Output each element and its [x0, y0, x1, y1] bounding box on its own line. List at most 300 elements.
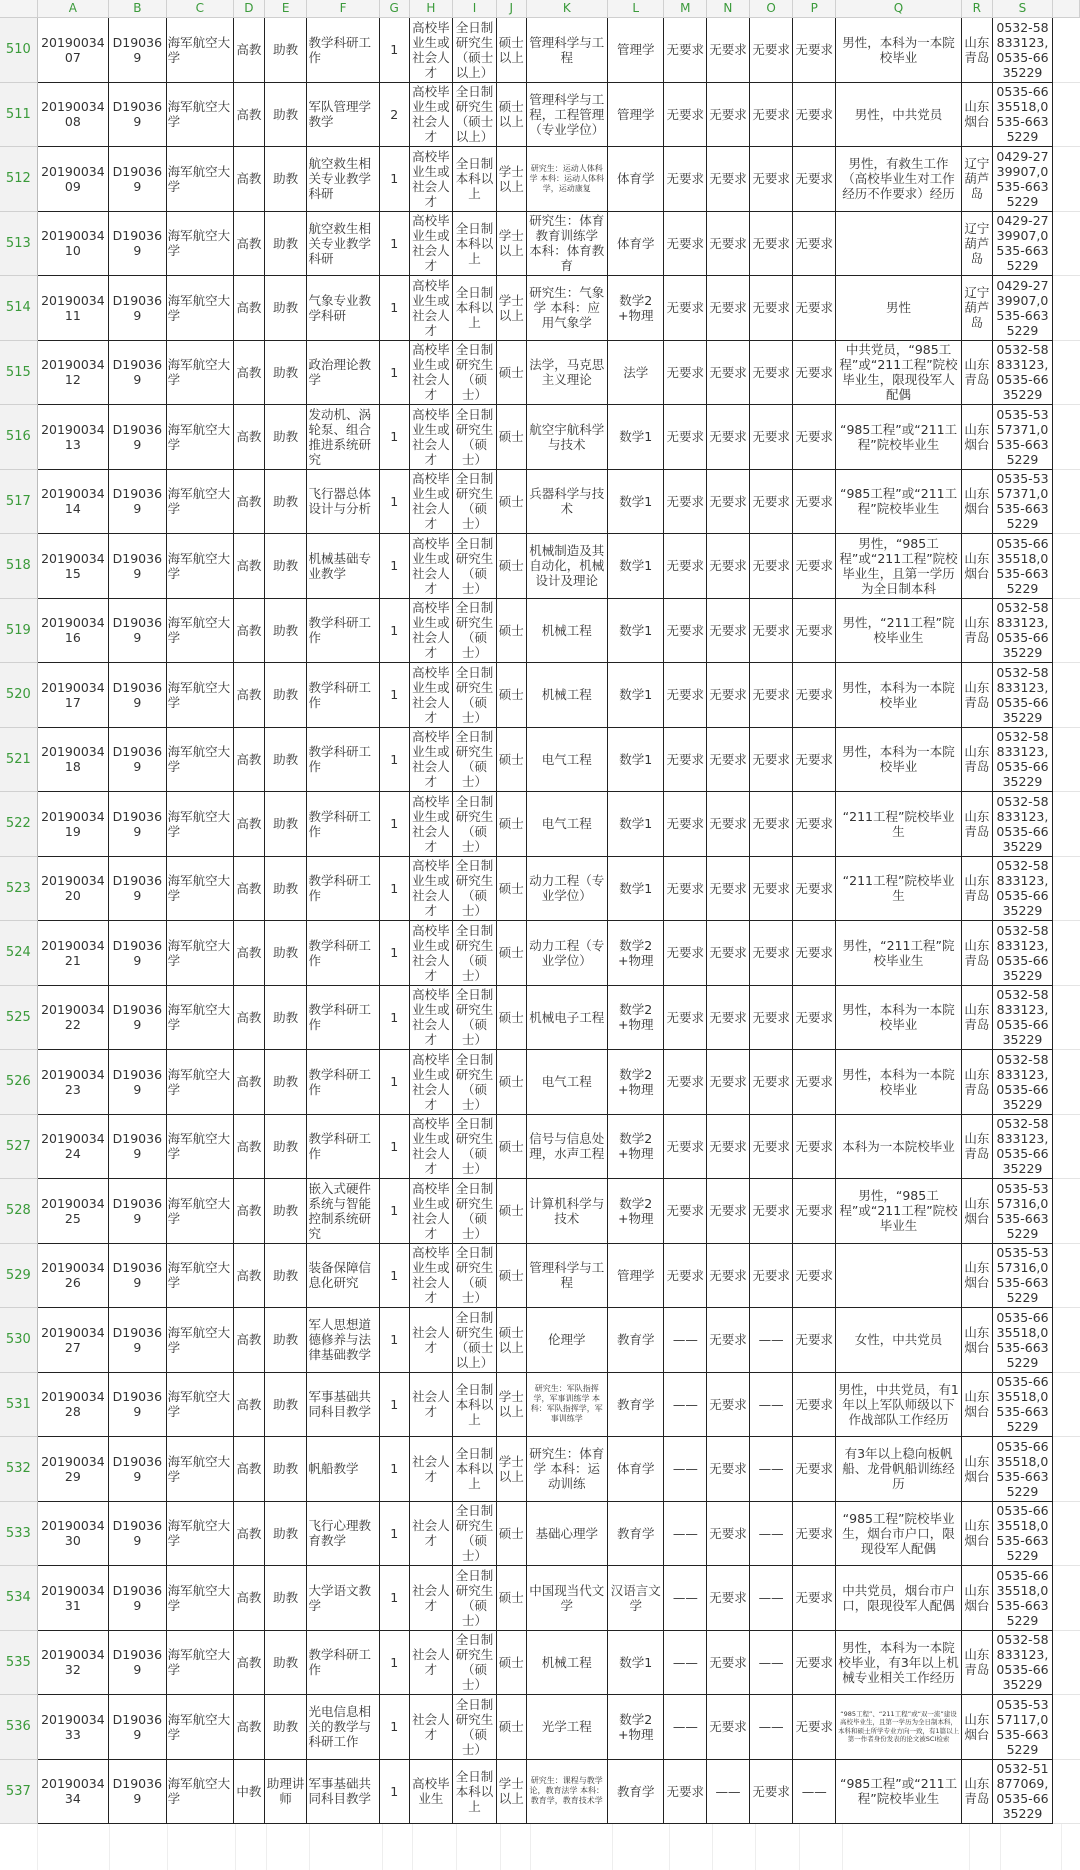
- cell-other-requirements[interactable]: 男性，本科为一本院校毕业，有3年以上机械专业相关工作经历: [836, 1631, 962, 1696]
- cell-req-m[interactable]: 无要求: [664, 212, 707, 277]
- cell-applicant-type[interactable]: 高校毕业生: [410, 1760, 454, 1825]
- cell-phone[interactable]: 0532-58833123,0535-6635229: [993, 341, 1053, 406]
- cell-major[interactable]: 电气工程: [527, 728, 608, 793]
- cell-job-content[interactable]: 教学科研工作: [307, 18, 379, 83]
- cell-job-content[interactable]: 飞行器总体设计与分析: [307, 470, 379, 535]
- cell-education[interactable]: 全日制本科以上: [453, 147, 497, 212]
- cell-headcount[interactable]: 1: [380, 212, 410, 277]
- cell-major[interactable]: 管理科学与工程，工程管理（专业学位）: [527, 83, 608, 148]
- cell-unit-name[interactable]: 海军航空大学: [167, 921, 234, 986]
- cell-headcount[interactable]: 1: [380, 18, 410, 83]
- cell-job-content[interactable]: 军人思想道德修养与法律基础教学: [307, 1308, 379, 1373]
- cell-exam-subject[interactable]: 数学2+物理: [608, 986, 665, 1051]
- cell-headcount[interactable]: 1: [380, 599, 410, 664]
- cell-major[interactable]: 动力工程（专业学位）: [527, 921, 608, 986]
- cell-headcount[interactable]: 1: [380, 1566, 410, 1631]
- cell-phone[interactable]: 0532-58833123,0535-6635229: [993, 1050, 1053, 1115]
- cell-req-o[interactable]: 无要求: [750, 1115, 794, 1180]
- cell-req-o[interactable]: 无要求: [750, 405, 794, 470]
- cell-headcount[interactable]: 1: [380, 1308, 410, 1373]
- cell-major[interactable]: 机械电子工程: [527, 986, 608, 1051]
- cell-blank[interactable]: [1053, 857, 1080, 922]
- cell-other-requirements[interactable]: 男性，本科为一本院校毕业: [836, 1050, 962, 1115]
- cell-unit-name[interactable]: 海军航空大学: [167, 1566, 234, 1631]
- cell-title[interactable]: 助教: [265, 276, 308, 341]
- cell-req-o[interactable]: ——: [750, 1437, 794, 1502]
- cell-unit-code[interactable]: D190369: [109, 534, 167, 599]
- cell-education[interactable]: 全日制研究生（硕士）: [453, 599, 497, 664]
- cell-phone[interactable]: 0429-2739907,0535-6635229: [993, 147, 1053, 212]
- cell-req-n[interactable]: 无要求: [707, 986, 750, 1051]
- cell-req-n[interactable]: 无要求: [707, 1695, 750, 1760]
- cell-blank[interactable]: [1053, 599, 1080, 664]
- cell-req-p[interactable]: 无要求: [793, 83, 836, 148]
- cell-exam-subject[interactable]: 教育学: [608, 1760, 665, 1825]
- cell-unit-code[interactable]: D190369: [109, 1115, 167, 1180]
- cell-position-code[interactable]: 2019003415: [38, 534, 109, 599]
- column-header-j[interactable]: J: [497, 0, 527, 17]
- cell-degree[interactable]: 学士以上: [497, 276, 527, 341]
- cell-title[interactable]: 助教: [265, 792, 308, 857]
- cell-degree[interactable]: 硕士以上: [497, 18, 527, 83]
- cell-req-m[interactable]: ——: [664, 1437, 707, 1502]
- cell-req-m[interactable]: 无要求: [664, 534, 707, 599]
- cell-title[interactable]: 助教: [265, 147, 308, 212]
- cell-req-p[interactable]: 无要求: [793, 470, 836, 535]
- row-number[interactable]: 519: [0, 599, 38, 664]
- cell-category[interactable]: 高教: [234, 921, 265, 986]
- cell-education[interactable]: 全日制研究生（硕士）: [453, 1115, 497, 1180]
- cell-other-requirements[interactable]: 男性，中共党员: [836, 83, 962, 148]
- cell-position-code[interactable]: 2019003429: [38, 1437, 109, 1502]
- cell-applicant-type[interactable]: 高校毕业生或社会人才: [410, 405, 454, 470]
- cell-position-code[interactable]: 2019003431: [38, 1566, 109, 1631]
- cell-req-m[interactable]: 无要求: [664, 792, 707, 857]
- cell-job-content[interactable]: 大学语文教学: [307, 1566, 379, 1631]
- cell-phone[interactable]: 0532-58833123,0535-6635229: [993, 663, 1053, 728]
- cell-blank[interactable]: [1053, 728, 1080, 793]
- cell-applicant-type[interactable]: 高校毕业生或社会人才: [410, 599, 454, 664]
- cell-position-code[interactable]: 2019003413: [38, 405, 109, 470]
- cell-unit-code[interactable]: D190369: [109, 857, 167, 922]
- cell-other-requirements[interactable]: 中共党员，烟台市户口，限现役军人配偶: [836, 1566, 962, 1631]
- cell-req-o[interactable]: ——: [750, 1308, 794, 1373]
- cell-exam-subject[interactable]: 体育学: [608, 1437, 665, 1502]
- cell-other-requirements[interactable]: 男性: [836, 276, 962, 341]
- cell-unit-code[interactable]: D190369: [109, 986, 167, 1051]
- cell-exam-subject[interactable]: 数学1: [608, 470, 665, 535]
- cell-major[interactable]: 机械工程: [527, 663, 608, 728]
- cell-location[interactable]: 山东烟台: [962, 83, 993, 148]
- cell-blank[interactable]: [1053, 986, 1080, 1051]
- cell-unit-code[interactable]: D190369: [109, 1179, 167, 1244]
- row-number[interactable]: 527: [0, 1115, 38, 1180]
- cell-req-o[interactable]: 无要求: [750, 18, 794, 83]
- cell-position-code[interactable]: 2019003409: [38, 147, 109, 212]
- cell-category[interactable]: 高教: [234, 147, 265, 212]
- row-number[interactable]: 523: [0, 857, 38, 922]
- cell-req-n[interactable]: 无要求: [707, 921, 750, 986]
- cell-degree[interactable]: 学士以上: [497, 1760, 527, 1825]
- cell-req-m[interactable]: ——: [664, 1695, 707, 1760]
- cell-req-o[interactable]: ——: [750, 1373, 794, 1438]
- cell-blank[interactable]: [1053, 1437, 1080, 1502]
- cell-unit-code[interactable]: D190369: [109, 405, 167, 470]
- cell-degree[interactable]: 硕士: [497, 921, 527, 986]
- cell-degree[interactable]: 学士以上: [497, 1373, 527, 1438]
- cell-req-m[interactable]: 无要求: [664, 599, 707, 664]
- cell-req-m[interactable]: 无要求: [664, 728, 707, 793]
- cell-job-content[interactable]: 教学科研工作: [307, 857, 379, 922]
- cell-location[interactable]: 辽宁葫芦岛: [962, 147, 993, 212]
- row-number[interactable]: 513: [0, 212, 38, 277]
- cell-req-p[interactable]: 无要求: [793, 1437, 836, 1502]
- cell-blank[interactable]: [1053, 1760, 1080, 1825]
- cell-job-content[interactable]: 嵌入式硬件系统与智能控制系统研究: [307, 1179, 379, 1244]
- cell-job-content[interactable]: 教学科研工作: [307, 1050, 379, 1115]
- cell-blank[interactable]: [1053, 470, 1080, 535]
- row-number[interactable]: 531: [0, 1373, 38, 1438]
- cell-job-content[interactable]: 光电信息相关的教学与科研工作: [307, 1695, 379, 1760]
- cell-title[interactable]: 助教: [265, 1373, 308, 1438]
- cell-category[interactable]: 高教: [234, 1566, 265, 1631]
- cell-req-n[interactable]: ——: [707, 1760, 750, 1825]
- row-number[interactable]: 518: [0, 534, 38, 599]
- cell-req-n[interactable]: 无要求: [707, 341, 750, 406]
- cell-unit-name[interactable]: 海军航空大学: [167, 1373, 234, 1438]
- cell-major[interactable]: 机械制造及其自动化，机械设计及理论: [527, 534, 608, 599]
- cell-other-requirements[interactable]: 有3年以上稳向板帆船、龙骨帆船训练经历: [836, 1437, 962, 1502]
- cell-location[interactable]: 山东烟台: [962, 405, 993, 470]
- cell-title[interactable]: 助教: [265, 470, 308, 535]
- cell-phone[interactable]: 0535-6635518,0535-6635229: [993, 1308, 1053, 1373]
- cell-req-p[interactable]: 无要求: [793, 534, 836, 599]
- cell-education[interactable]: 全日制研究生（硕士）: [453, 1179, 497, 1244]
- cell-exam-subject[interactable]: 数学1: [608, 857, 665, 922]
- cell-position-code[interactable]: 2019003422: [38, 986, 109, 1051]
- cell-headcount[interactable]: 1: [380, 147, 410, 212]
- cell-major[interactable]: 动力工程（专业学位）: [527, 857, 608, 922]
- cell-headcount[interactable]: 1: [380, 1760, 410, 1825]
- cell-unit-name[interactable]: 海军航空大学: [167, 534, 234, 599]
- cell-education[interactable]: 全日制研究生（硕士以上）: [453, 83, 497, 148]
- cell-req-n[interactable]: 无要求: [707, 1566, 750, 1631]
- cell-headcount[interactable]: 2: [380, 83, 410, 148]
- cell-degree[interactable]: 硕士: [497, 341, 527, 406]
- cell-phone[interactable]: 0532-58833123,0535-6635229: [993, 599, 1053, 664]
- cell-unit-name[interactable]: 海军航空大学: [167, 857, 234, 922]
- cell-title[interactable]: 助理讲师: [265, 1760, 308, 1825]
- cell-blank[interactable]: [1053, 1373, 1080, 1438]
- cell-education[interactable]: 全日制研究生（硕士）: [453, 1695, 497, 1760]
- cell-exam-subject[interactable]: 数学1: [608, 405, 665, 470]
- cell-position-code[interactable]: 2019003411: [38, 276, 109, 341]
- cell-unit-name[interactable]: 海军航空大学: [167, 1695, 234, 1760]
- row-number[interactable]: 529: [0, 1244, 38, 1309]
- cell-req-o[interactable]: 无要求: [750, 599, 794, 664]
- row-number[interactable]: 532: [0, 1437, 38, 1502]
- cell-unit-name[interactable]: 海军航空大学: [167, 986, 234, 1051]
- row-number[interactable]: 522: [0, 792, 38, 857]
- cell-major[interactable]: 光学工程: [527, 1695, 608, 1760]
- cell-blank[interactable]: [1053, 921, 1080, 986]
- cell-degree[interactable]: 硕士: [497, 857, 527, 922]
- cell-phone[interactable]: 0535-5357117,0535-6635229: [993, 1695, 1053, 1760]
- cell-phone[interactable]: 0535-6635518,0535-6635229: [993, 1437, 1053, 1502]
- cell-exam-subject[interactable]: 体育学: [608, 147, 665, 212]
- column-header-blank[interactable]: [1053, 0, 1080, 17]
- cell-blank[interactable]: [1053, 534, 1080, 599]
- cell-unit-code[interactable]: D190369: [109, 1244, 167, 1309]
- cell-phone[interactable]: 0535-6635518,0535-6635229: [993, 1502, 1053, 1567]
- cell-unit-name[interactable]: 海军航空大学: [167, 1115, 234, 1180]
- cell-category[interactable]: 高教: [234, 83, 265, 148]
- cell-applicant-type[interactable]: 高校毕业生或社会人才: [410, 663, 454, 728]
- cell-req-n[interactable]: 无要求: [707, 792, 750, 857]
- cell-applicant-type[interactable]: 社会人才: [410, 1373, 454, 1438]
- cell-degree[interactable]: 硕士: [497, 1566, 527, 1631]
- cell-location[interactable]: 山东青岛: [962, 341, 993, 406]
- cell-req-o[interactable]: ——: [750, 1631, 794, 1696]
- column-header-i[interactable]: I: [453, 0, 497, 17]
- cell-education[interactable]: 全日制研究生（硕士）: [453, 857, 497, 922]
- cell-unit-name[interactable]: 海军航空大学: [167, 1244, 234, 1309]
- cell-position-code[interactable]: 2019003416: [38, 599, 109, 664]
- cell-exam-subject[interactable]: 数学2+物理: [608, 921, 665, 986]
- cell-exam-subject[interactable]: 教育学: [608, 1373, 665, 1438]
- cell-job-content[interactable]: 教学科研工作: [307, 599, 379, 664]
- cell-req-m[interactable]: 无要求: [664, 986, 707, 1051]
- cell-exam-subject[interactable]: 数学1: [608, 599, 665, 664]
- cell-applicant-type[interactable]: 社会人才: [410, 1566, 454, 1631]
- cell-headcount[interactable]: 1: [380, 1695, 410, 1760]
- cell-req-p[interactable]: 无要求: [793, 1695, 836, 1760]
- cell-degree[interactable]: 学士以上: [497, 212, 527, 277]
- cell-location[interactable]: 山东烟台: [962, 1373, 993, 1438]
- cell-title[interactable]: 助教: [265, 599, 308, 664]
- cell-degree[interactable]: 硕士: [497, 1050, 527, 1115]
- cell-blank[interactable]: [1053, 147, 1080, 212]
- cell-location[interactable]: 山东青岛: [962, 921, 993, 986]
- cell-title[interactable]: 助教: [265, 1502, 308, 1567]
- cell-position-code[interactable]: 2019003430: [38, 1502, 109, 1567]
- cell-job-content[interactable]: 军事基础共同科目教学: [307, 1760, 379, 1825]
- cell-degree[interactable]: 硕士: [497, 1502, 527, 1567]
- cell-job-content[interactable]: 教学科研工作: [307, 1115, 379, 1180]
- cell-unit-code[interactable]: D190369: [109, 663, 167, 728]
- cell-location[interactable]: 山东青岛: [962, 1115, 993, 1180]
- cell-unit-name[interactable]: 海军航空大学: [167, 1502, 234, 1567]
- cell-unit-code[interactable]: D190369: [109, 212, 167, 277]
- cell-req-n[interactable]: 无要求: [707, 1437, 750, 1502]
- cell-title[interactable]: 助教: [265, 534, 308, 599]
- cell-req-m[interactable]: 无要求: [664, 470, 707, 535]
- cell-req-n[interactable]: 无要求: [707, 147, 750, 212]
- column-header-f[interactable]: F: [307, 0, 379, 17]
- cell-position-code[interactable]: 2019003418: [38, 728, 109, 793]
- cell-job-content[interactable]: 教学科研工作: [307, 921, 379, 986]
- cell-req-n[interactable]: 无要求: [707, 857, 750, 922]
- cell-position-code[interactable]: 2019003432: [38, 1631, 109, 1696]
- cell-location[interactable]: 山东青岛: [962, 728, 993, 793]
- cell-location[interactable]: 山东青岛: [962, 986, 993, 1051]
- cell-category[interactable]: 高教: [234, 599, 265, 664]
- cell-category[interactable]: 高教: [234, 212, 265, 277]
- cell-job-content[interactable]: 发动机、涡轮泵、组合推进系统研究: [307, 405, 379, 470]
- cell-location[interactable]: 山东烟台: [962, 534, 993, 599]
- cell-degree[interactable]: 硕士: [497, 1179, 527, 1244]
- cell-req-o[interactable]: 无要求: [750, 147, 794, 212]
- cell-req-p[interactable]: 无要求: [793, 857, 836, 922]
- cell-other-requirements[interactable]: 男性，有救生工作（高校毕业生对工作经历不作要求）经历: [836, 147, 962, 212]
- cell-req-n[interactable]: 无要求: [707, 534, 750, 599]
- cell-phone[interactable]: 0429-2739907,0535-6635229: [993, 212, 1053, 277]
- column-header-g[interactable]: G: [380, 0, 410, 17]
- cell-exam-subject[interactable]: 管理学: [608, 83, 665, 148]
- cell-req-m[interactable]: 无要求: [664, 663, 707, 728]
- row-number[interactable]: 533: [0, 1502, 38, 1567]
- cell-req-n[interactable]: 无要求: [707, 1502, 750, 1567]
- cell-phone[interactable]: 0535-6635518,0535-6635229: [993, 534, 1053, 599]
- cell-education[interactable]: 全日制研究生（硕士以上）: [453, 18, 497, 83]
- cell-req-p[interactable]: 无要求: [793, 1050, 836, 1115]
- cell-title[interactable]: 助教: [265, 1566, 308, 1631]
- cell-req-o[interactable]: ——: [750, 1695, 794, 1760]
- cell-category[interactable]: 高教: [234, 276, 265, 341]
- cell-unit-name[interactable]: 海军航空大学: [167, 276, 234, 341]
- cell-unit-name[interactable]: 海军航空大学: [167, 147, 234, 212]
- cell-exam-subject[interactable]: 数学2+物理: [608, 1050, 665, 1115]
- cell-degree[interactable]: 硕士: [497, 1631, 527, 1696]
- cell-category[interactable]: 高教: [234, 1631, 265, 1696]
- cell-category[interactable]: 高教: [234, 1050, 265, 1115]
- select-all-corner[interactable]: [0, 0, 38, 17]
- cell-location[interactable]: 山东烟台: [962, 470, 993, 535]
- cell-blank[interactable]: [1053, 1179, 1080, 1244]
- cell-position-code[interactable]: 2019003407: [38, 18, 109, 83]
- cell-headcount[interactable]: 1: [380, 921, 410, 986]
- cell-degree[interactable]: 学士以上: [497, 147, 527, 212]
- cell-major[interactable]: 机械工程: [527, 599, 608, 664]
- cell-education[interactable]: 全日制研究生（硕士）: [453, 405, 497, 470]
- row-number[interactable]: 515: [0, 341, 38, 406]
- cell-req-p[interactable]: 无要求: [793, 663, 836, 728]
- cell-degree[interactable]: 硕士: [497, 986, 527, 1051]
- cell-req-p[interactable]: 无要求: [793, 1566, 836, 1631]
- column-header-e[interactable]: E: [265, 0, 308, 17]
- row-number[interactable]: 512: [0, 147, 38, 212]
- cell-req-m[interactable]: 无要求: [664, 341, 707, 406]
- cell-category[interactable]: 高教: [234, 1308, 265, 1373]
- cell-req-p[interactable]: 无要求: [793, 728, 836, 793]
- column-header-m[interactable]: M: [664, 0, 707, 17]
- cell-req-p[interactable]: 无要求: [793, 212, 836, 277]
- cell-position-code[interactable]: 2019003419: [38, 792, 109, 857]
- row-number[interactable]: 537: [0, 1760, 38, 1825]
- cell-major[interactable]: 电气工程: [527, 1050, 608, 1115]
- cell-education[interactable]: 全日制研究生（硕士）: [453, 986, 497, 1051]
- cell-headcount[interactable]: 1: [380, 1244, 410, 1309]
- cell-blank[interactable]: [1053, 405, 1080, 470]
- cell-category[interactable]: 高教: [234, 1115, 265, 1180]
- cell-education[interactable]: 全日制研究生（硕士）: [453, 1566, 497, 1631]
- cell-degree[interactable]: 硕士以上: [497, 1308, 527, 1373]
- cell-exam-subject[interactable]: 数学1: [608, 728, 665, 793]
- column-header-c[interactable]: C: [167, 0, 234, 17]
- cell-other-requirements[interactable]: 男性，中共党员，有1年以上军队师级以下作战部队工作经历: [836, 1373, 962, 1438]
- cell-req-m[interactable]: 无要求: [664, 857, 707, 922]
- cell-req-n[interactable]: 无要求: [707, 599, 750, 664]
- cell-other-requirements[interactable]: 男性，本科为一本院校毕业: [836, 18, 962, 83]
- cell-degree[interactable]: 硕士: [497, 405, 527, 470]
- cell-applicant-type[interactable]: 高校毕业生或社会人才: [410, 83, 454, 148]
- cell-phone[interactable]: 0535-5357371,0535-6635229: [993, 405, 1053, 470]
- cell-req-o[interactable]: 无要求: [750, 1760, 794, 1825]
- cell-position-code[interactable]: 2019003423: [38, 1050, 109, 1115]
- cell-unit-name[interactable]: 海军航空大学: [167, 1437, 234, 1502]
- cell-job-content[interactable]: 航空救生相关专业教学科研: [307, 147, 379, 212]
- cell-other-requirements[interactable]: “985工程”或“211工程”院校毕业生: [836, 470, 962, 535]
- cell-category[interactable]: 高教: [234, 663, 265, 728]
- cell-degree[interactable]: 学士以上: [497, 1437, 527, 1502]
- cell-req-p[interactable]: 无要求: [793, 276, 836, 341]
- cell-job-content[interactable]: 军队管理学教学: [307, 83, 379, 148]
- cell-major[interactable]: 伦理学: [527, 1308, 608, 1373]
- cell-title[interactable]: 助教: [265, 1631, 308, 1696]
- cell-headcount[interactable]: 1: [380, 1631, 410, 1696]
- cell-req-o[interactable]: 无要求: [750, 1244, 794, 1309]
- cell-applicant-type[interactable]: 高校毕业生或社会人才: [410, 470, 454, 535]
- cell-req-p[interactable]: 无要求: [793, 147, 836, 212]
- cell-unit-code[interactable]: D190369: [109, 1631, 167, 1696]
- cell-unit-name[interactable]: 海军航空大学: [167, 470, 234, 535]
- cell-headcount[interactable]: 1: [380, 405, 410, 470]
- cell-applicant-type[interactable]: 高校毕业生或社会人才: [410, 276, 454, 341]
- cell-applicant-type[interactable]: 高校毕业生或社会人才: [410, 1179, 454, 1244]
- row-number[interactable]: 534: [0, 1566, 38, 1631]
- cell-job-content[interactable]: 航空救生相关专业教学科研: [307, 212, 379, 277]
- cell-req-o[interactable]: 无要求: [750, 276, 794, 341]
- cell-req-o[interactable]: 无要求: [750, 341, 794, 406]
- column-header-r[interactable]: R: [962, 0, 993, 17]
- cell-position-code[interactable]: 2019003428: [38, 1373, 109, 1438]
- cell-exam-subject[interactable]: 管理学: [608, 18, 665, 83]
- cell-position-code[interactable]: 2019003420: [38, 857, 109, 922]
- column-header-l[interactable]: L: [608, 0, 665, 17]
- column-header-s[interactable]: S: [993, 0, 1054, 17]
- cell-category[interactable]: 高教: [234, 405, 265, 470]
- cell-exam-subject[interactable]: 数学2+物理: [608, 276, 665, 341]
- cell-req-m[interactable]: 无要求: [664, 1179, 707, 1244]
- cell-blank[interactable]: [1053, 1502, 1080, 1567]
- cell-category[interactable]: 高教: [234, 534, 265, 599]
- cell-headcount[interactable]: 1: [380, 728, 410, 793]
- cell-phone[interactable]: 0535-6635518,0535-6635229: [993, 1373, 1053, 1438]
- cell-major[interactable]: 基础心理学: [527, 1502, 608, 1567]
- cell-unit-code[interactable]: D190369: [109, 728, 167, 793]
- cell-req-n[interactable]: 无要求: [707, 1244, 750, 1309]
- cell-blank[interactable]: [1053, 276, 1080, 341]
- cell-headcount[interactable]: 1: [380, 470, 410, 535]
- cell-exam-subject[interactable]: 数学2+物理: [608, 1179, 665, 1244]
- cell-title[interactable]: 助教: [265, 1695, 308, 1760]
- cell-headcount[interactable]: 1: [380, 1115, 410, 1180]
- cell-req-n[interactable]: 无要求: [707, 276, 750, 341]
- cell-phone[interactable]: 0535-6635518,0535-6635229: [993, 1566, 1053, 1631]
- row-number[interactable]: 528: [0, 1179, 38, 1244]
- cell-education[interactable]: 全日制研究生（硕士）: [453, 792, 497, 857]
- cell-job-content[interactable]: 气象专业教学科研: [307, 276, 379, 341]
